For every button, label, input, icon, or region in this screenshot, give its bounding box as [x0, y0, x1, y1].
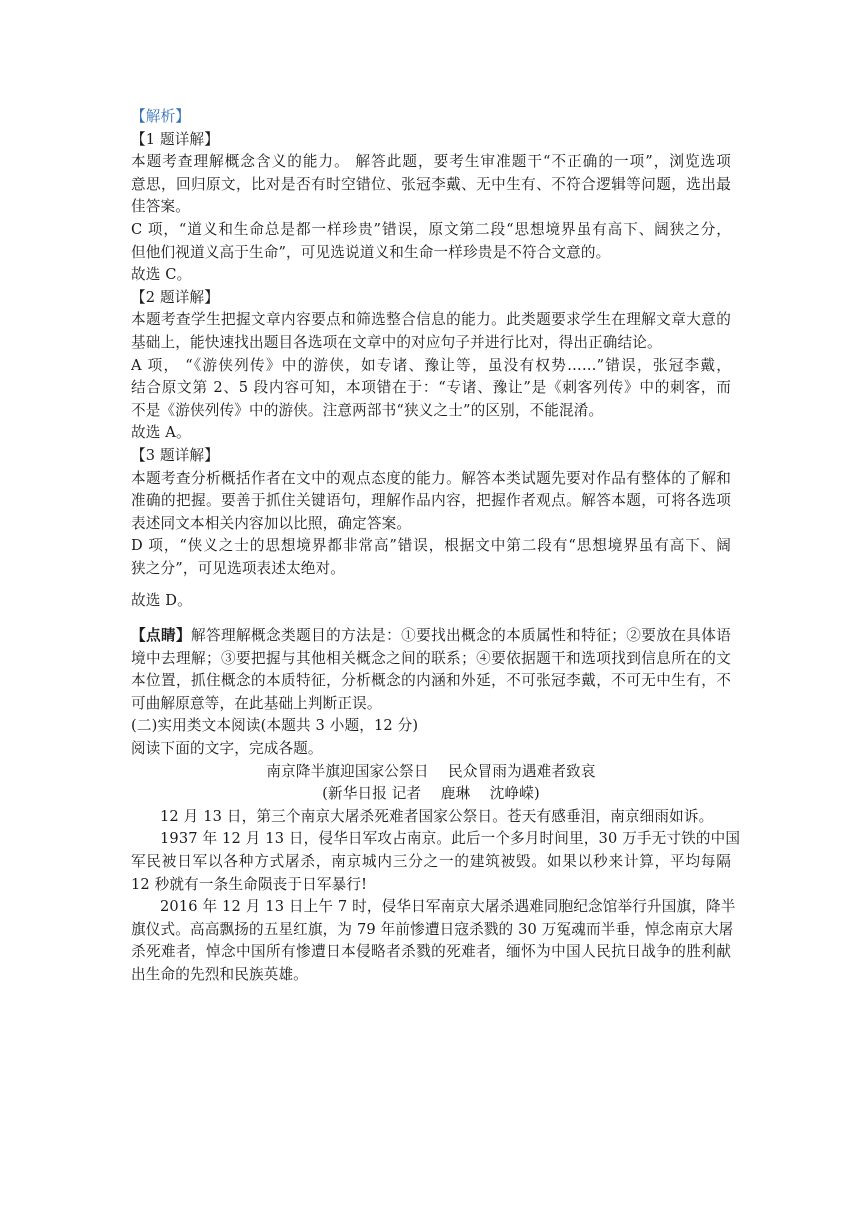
q3-line: 准确的把握。要善于抓住关键语句，理解作品内容，把握作者观点。解答本题，可将各选项 — [131, 492, 731, 510]
q3-line: D 项，“侠义之士的思想境界都非常高”错误，根据文中第二段有“思想境界虽有高下、阔 — [131, 537, 731, 555]
section-instruction: 阅读下面的文字，完成各题。 — [131, 740, 323, 758]
document-content — [131, 106, 741, 987]
article-paragraph-line: 出生命的先烈和民族英雄。 — [131, 965, 308, 983]
q2-line: 不是《游侠列传》中的游侠。注意两部书“狭义之士”的区别，不能混淆。 — [131, 401, 604, 419]
q3-line: 狭之分”，可见选项表述太绝对。 — [131, 559, 346, 577]
q2-line: 本题考查学生把握文章内容要点和筛选整合信息的能力。此类题要求学生在理解文章大意的 — [131, 311, 731, 329]
q1-answer: 故选 C。 — [131, 266, 192, 284]
article-paragraph-line: 2016 年 12 月 13 日上午 7 时，侵华日军南京大屠杀遇难同胞纪念馆举行升国旗，降半 — [160, 898, 736, 916]
tip-line: 本位置，抓住概念的本质特征，分析概念的内涵和外延，不可张冠李戴，不可无中生有，不 — [131, 672, 731, 690]
q1-line: 意思，回归原文，比对是否有时空错位、张冠李戴、无中生有、不符合逻辑等问题，选出最 — [131, 175, 731, 193]
q1-heading: 【1 题详解】 — [131, 130, 219, 148]
q3-line: 本题考查分析概括作者在文中的观点态度的能力。解答本类试题先要对作品有整体的了解和 — [131, 469, 731, 487]
q2-line: 结合原文第 2、5 段内容可知，本项错在于：“专诸、豫让”是《刺客列传》中的刺客，而 — [131, 379, 731, 397]
article-paragraph-line: 12 月 13 日，第三个南京大屠杀死难者国家公祭日。苍天有感垂泪，南京细雨如诉。 — [160, 807, 714, 825]
tip-text: 解答理解概念类题目的方法是：①要找出概念的本质属性和特征；②要放在具体语 — [191, 627, 731, 645]
article-paragraph-line: 旗仪式。高高飘扬的五星红旗，为 79 年前惨遭日寇杀戮的 30 万冤魂而半垂，悼念南京大屠 — [131, 920, 734, 938]
article-paragraph-line: 12 秒就有一条生命陨丧于日军暴行! — [131, 875, 368, 893]
q1-line: 本题考查理解概念含义的能力。 解答此题，要考生审准题干“不正确的一项”，浏览选项 — [131, 153, 731, 171]
section-title: (二)实用类文本阅读(本题共 3 小题，12 分) — [131, 717, 419, 735]
article-paragraph-line: 军民被日军以各种方式屠杀，南京城内三分之一的建筑被毁。如果以秒来计算，平均每隔 — [131, 853, 731, 870]
tip-label: 【点睛】 — [131, 627, 192, 645]
q3-line: 表述同文本相关内容加以比照，确定答案。 — [131, 514, 412, 532]
q2-heading: 【2 题详解】 — [131, 288, 219, 306]
tip-line: 可曲解原意等，在此基础上判断正误。 — [131, 694, 382, 712]
q3-answer: 故选 D。 — [131, 592, 192, 610]
q2-line: 基础上，能快速找出题目各选项在文章中的对应句子并进行比对，得出正确结论。 — [131, 333, 662, 351]
q1-line: C 项，“道义和生命总是都一样珍贵”错误，原文第二段“思想境界虽有高下、阔狭之分， — [131, 220, 731, 238]
q2-line: A 项， “《游侠列传》中的游侠，如专诸、豫让等，虽没有权势……”错误，张冠李戴， — [131, 356, 731, 374]
q1-line: 佳答案。 — [131, 198, 190, 216]
article-title: 南京降半旗迎国家公祭日 民众冒雨为遇难者致哀 — [266, 762, 596, 780]
q3-heading: 【3 题详解】 — [131, 446, 219, 464]
article-paragraph-line: 杀死难者，悼念中国所有惨遭日本侵略者杀戮的死难者，缅怀为中国人民抗日战争的胜利献 — [131, 943, 731, 961]
q2-answer: 故选 A。 — [131, 424, 191, 442]
q1-line: 但他们视道义高于生命”，可见选说道义和生命一样珍贵是不符合文意的。 — [131, 243, 611, 261]
article-paragraph-line: 1937 年 12 月 13 日，侵华日军攻占南京。此后一个多月时间里，30 万手无寸铁的中国 — [160, 830, 741, 848]
analysis-label: 【解析】 — [131, 108, 190, 125]
tip-line — [131, 625, 731, 648]
tip-line: 境中去理解；③要把握与其他相关概念之间的联系；④要依据题干和选项找到信息所在的文 — [131, 649, 731, 667]
article-byline: (新华日报 记者 鹿琳 沈峥嵘) — [322, 785, 540, 803]
